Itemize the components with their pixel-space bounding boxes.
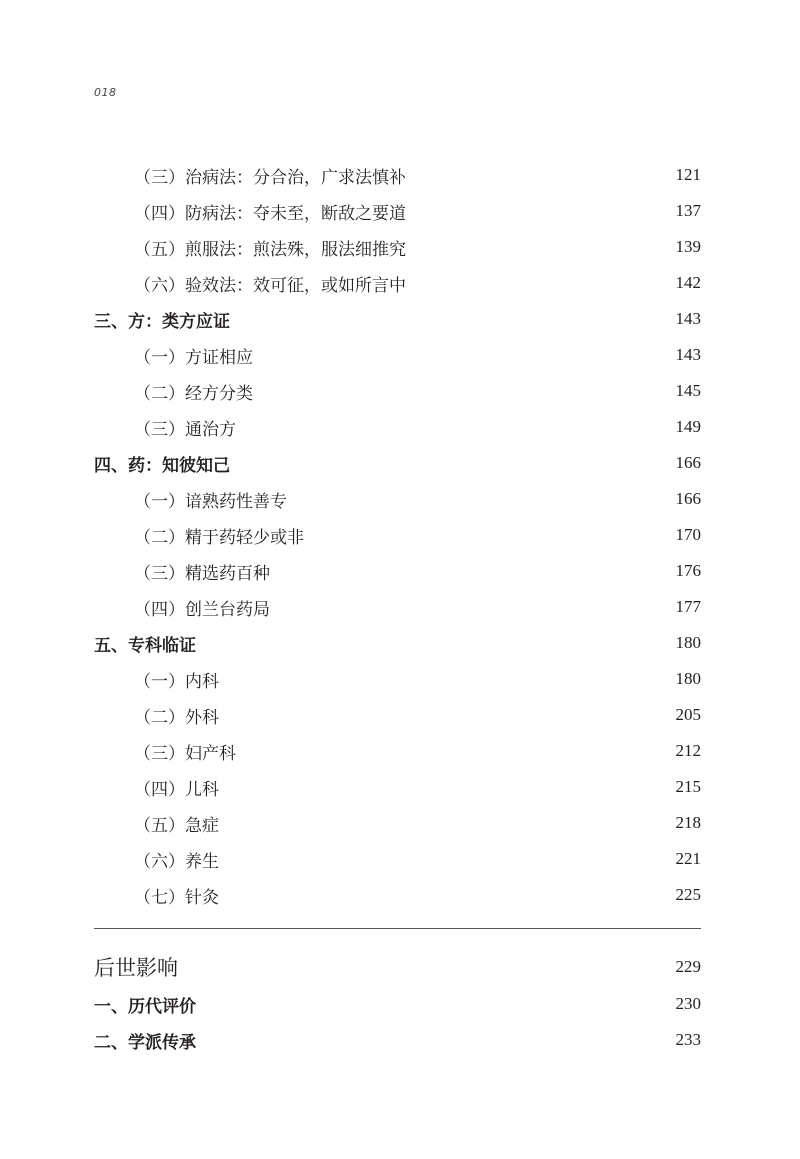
toc-entry-page: 143	[675, 309, 701, 328]
toc-chapter-row[interactable]	[94, 948, 701, 986]
toc-entry-page: 142	[675, 273, 701, 292]
toc-subsection-row[interactable]	[94, 841, 701, 877]
toc-subsection-row[interactable]	[94, 157, 701, 193]
toc-entry-label: 五、专科临证	[94, 635, 196, 656]
toc-section-row[interactable]	[94, 986, 701, 1022]
toc-entry-page: 121	[675, 165, 701, 184]
toc-subsection-row[interactable]	[94, 193, 701, 229]
toc-subsection-row[interactable]	[94, 877, 701, 913]
toc-entry-page: 218	[675, 813, 701, 832]
toc-subsection-row[interactable]	[94, 805, 701, 841]
toc-section-row[interactable]	[94, 1022, 701, 1058]
toc-subsection-row[interactable]	[94, 733, 701, 769]
toc-entry-page: 139	[675, 237, 701, 256]
toc-entry-label: （三）妇产科	[134, 743, 236, 764]
toc-subsection-row[interactable]	[94, 481, 701, 517]
toc-chapter-page: 229	[675, 957, 701, 976]
toc-entry-page: 215	[675, 777, 701, 796]
toc-section-row[interactable]	[94, 301, 701, 337]
toc-entry-label: 二、学派传承	[94, 1032, 196, 1053]
toc-entry-label: （三）通治方	[134, 419, 236, 440]
toc-subsection-row[interactable]	[94, 373, 701, 409]
toc-entry-page: 225	[675, 885, 701, 904]
toc-entry-page: 177	[675, 597, 701, 616]
toc-entry-label: （六）验效法：效可征，或如所言中	[134, 275, 406, 296]
toc-entry-label: （四）创兰台药局	[134, 599, 270, 620]
toc-entry-page: 170	[675, 525, 701, 544]
toc-entry-label: （四）儿科	[134, 779, 219, 800]
toc-entry-label: （一）内科	[134, 671, 219, 692]
toc-subsection-row[interactable]	[94, 553, 701, 589]
toc-subsection-row[interactable]	[94, 337, 701, 373]
toc-chapter-title: 后世影响	[94, 956, 178, 980]
toc-entry-page: 230	[675, 994, 701, 1013]
toc-entry-label: 三、方：类方应证	[94, 311, 230, 332]
toc-entry-label: （七）针灸	[134, 887, 219, 908]
toc-subsection-row[interactable]	[94, 229, 701, 265]
toc-entry-label: （三）精选药百种	[134, 563, 270, 584]
toc-subsection-row[interactable]	[94, 661, 701, 697]
toc-entry-page: 137	[675, 201, 701, 220]
toc-entry-page: 166	[675, 489, 701, 508]
toc-entry-label: （二）外科	[134, 707, 219, 728]
toc-entry-label: （四）防病法：夺未至，断敌之要道	[134, 203, 406, 224]
toc-entry-page: 233	[675, 1030, 701, 1049]
toc-entry-page: 149	[675, 417, 701, 436]
toc-entry-label: （三）治病法：分合治，广求法慎补	[134, 167, 406, 188]
toc-entry-label: （二）精于药轻少或非	[134, 527, 304, 548]
toc-section-row[interactable]	[94, 445, 701, 481]
toc-entry-page: 180	[675, 669, 701, 688]
toc-entry-label: 一、历代评价	[94, 996, 196, 1017]
toc-subsection-row[interactable]	[94, 697, 701, 733]
toc-entry-page: 212	[675, 741, 701, 760]
toc-entry-label: （一）方证相应	[134, 347, 253, 368]
toc-entry-page: 145	[675, 381, 701, 400]
toc-subsection-row[interactable]	[94, 517, 701, 553]
toc-entry-page: 176	[675, 561, 701, 580]
toc-entry-page: 143	[675, 345, 701, 364]
toc-entry-label: （二）经方分类	[134, 383, 253, 404]
toc-upper-list	[94, 157, 701, 913]
toc-entry-label: 四、药：知彼知己	[94, 455, 230, 476]
toc-entry-page: 180	[675, 633, 701, 652]
toc-entry-label: （五）煎服法：煎法殊，服法细推究	[134, 239, 406, 260]
toc-entry-label: （六）养生	[134, 851, 219, 872]
toc-entry-page: 166	[675, 453, 701, 472]
toc-subsection-row[interactable]	[94, 769, 701, 805]
toc-subsection-row[interactable]	[94, 409, 701, 445]
toc-entry-page: 205	[675, 705, 701, 724]
toc-lower-list	[94, 948, 701, 1058]
toc-entry-label: （一）谙熟药性善专	[134, 491, 287, 512]
toc-subsection-row[interactable]	[94, 265, 701, 301]
toc-subsection-row[interactable]	[94, 589, 701, 625]
page-number: 018	[94, 86, 117, 99]
toc-entry-page: 221	[675, 849, 701, 868]
toc-section-row[interactable]	[94, 625, 701, 661]
toc-entry-label: （五）急症	[134, 815, 219, 836]
section-divider	[94, 928, 701, 929]
